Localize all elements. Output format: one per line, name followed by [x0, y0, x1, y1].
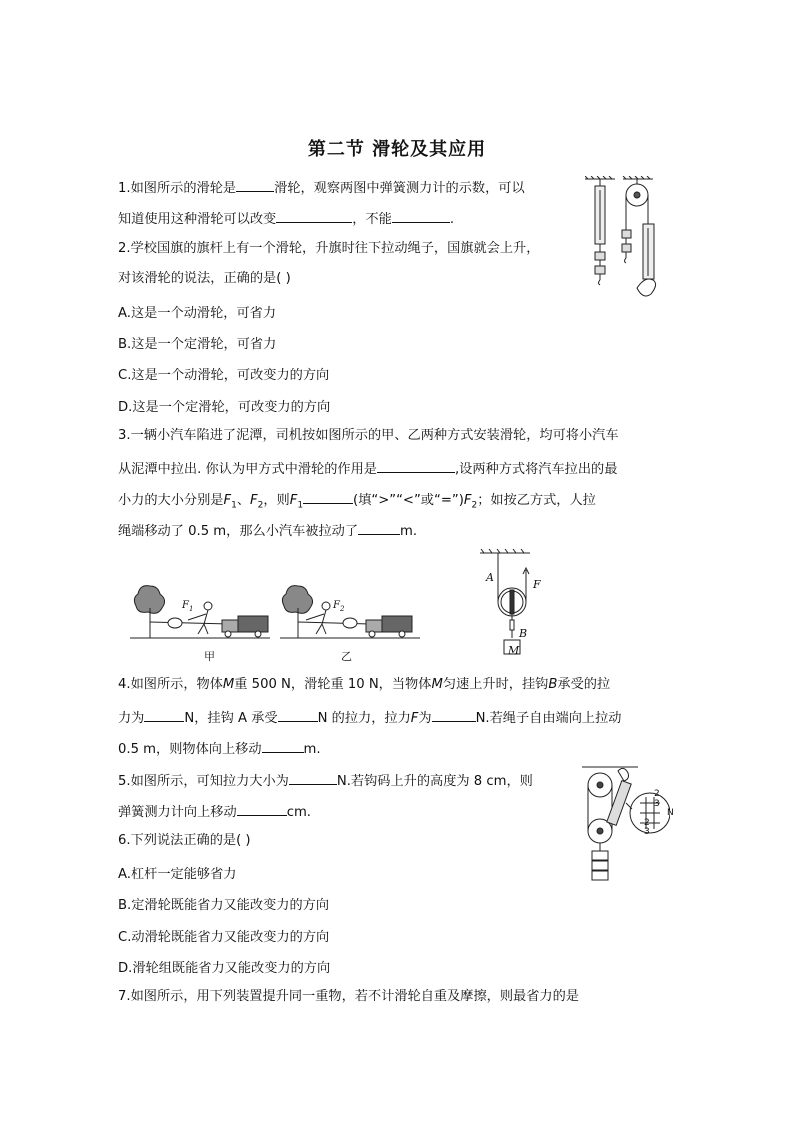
- q5-line-1: [118, 770, 533, 791]
- force-label-f1: $F_1$: [182, 600, 194, 613]
- q3-text: ,设两种方式将汽车拉出的最: [454, 462, 618, 477]
- q3-text: 绳端移动了 0.5 m，那么小汽车被拉动了: [118, 524, 359, 539]
- force-label-f2: $F_2$: [333, 600, 345, 613]
- q6-option-c[interactable]: C.动滑轮既能省力又能改变力的方向: [118, 930, 330, 945]
- q3-line-2: [118, 458, 617, 479]
- answer-blank[interactable]: [432, 707, 476, 722]
- force-symbol: F: [463, 493, 472, 508]
- answer-blank[interactable]: [377, 458, 455, 473]
- car-pulling-figure: [130, 576, 420, 646]
- force-label-f: F: [533, 578, 541, 591]
- subscript: 1: [231, 500, 237, 511]
- scale-tick: 3: [644, 827, 650, 837]
- q6-option-d[interactable]: D.滑轮组既能省力又能改变力的方向: [118, 961, 331, 976]
- q4-text: N.若绳子自由端向上拉动: [475, 711, 622, 726]
- caption-yi: 乙: [341, 650, 352, 663]
- q3-line-3: [118, 489, 596, 515]
- subscript: 2: [471, 500, 478, 511]
- answer-blank[interactable]: [358, 520, 400, 535]
- scale-unit: N: [667, 808, 674, 818]
- q1-text: 滑轮，观察两图中弹簧测力计的示数，可以: [274, 181, 525, 196]
- fixed-pulley-figure: [585, 176, 670, 301]
- answer-blank[interactable]: [237, 801, 287, 816]
- q3-text: m.: [400, 524, 418, 539]
- answer-blank[interactable]: [303, 489, 353, 504]
- q5-line-2: [118, 801, 311, 822]
- scale-tick: 3: [654, 799, 660, 809]
- answer-blank[interactable]: [278, 707, 318, 722]
- q3-text: (填“>”“<”或“=”): [353, 493, 464, 508]
- q3-text: 小力的大小分别是: [118, 493, 224, 508]
- q6-option-a[interactable]: A.杠杆一定能够省力: [118, 867, 237, 882]
- q1-text: ，不能: [352, 212, 392, 227]
- q4-line-1: [118, 676, 610, 694]
- q4-line-3: [118, 738, 321, 759]
- q4-text: 为: [418, 711, 432, 726]
- q1-line-1: [118, 177, 525, 198]
- hook-label-b: B: [519, 627, 528, 640]
- q1-text: 1.如图所示的滑轮是: [118, 181, 237, 196]
- q3-text: ；如按乙方式，人拉: [477, 493, 596, 508]
- q4-text: 承受的拉: [557, 677, 611, 692]
- q3-text: 、: [236, 493, 251, 508]
- q2-option-c[interactable]: C.这是一个动滑轮，可改变力的方向: [118, 368, 330, 383]
- answer-blank[interactable]: [392, 208, 450, 223]
- subscript: 1: [297, 500, 304, 511]
- q4-text: 4.如图所示，物体: [118, 677, 223, 692]
- caption-jia: 甲: [204, 650, 215, 663]
- q4-text: 0.5 m，则物体向上移动: [118, 742, 262, 757]
- q4-text: N，挂钩 A 承受: [184, 711, 278, 726]
- answer-blank[interactable]: [276, 208, 352, 223]
- q2-option-a[interactable]: A.这是一个动滑轮，可省力: [118, 306, 277, 321]
- q2-line-1: 2.学校国旗的旗杆上有一个滑轮，升旗时往下拉动绳子，国旗就会上升，: [118, 241, 540, 256]
- q3-text: ，则: [263, 493, 290, 508]
- q4-text: 重 500 N，滑轮重 10 N，当物体: [234, 677, 432, 692]
- q2-option-b[interactable]: B.这是一个定滑轮，可省力: [118, 337, 277, 352]
- q1-text: .: [449, 212, 455, 227]
- q5-text: 5.如图所示，可知拉力大小为: [118, 774, 289, 789]
- answer-blank[interactable]: [236, 177, 274, 192]
- force-symbol: F: [289, 493, 298, 508]
- hook-label-a: A: [486, 571, 494, 584]
- q2-option-d[interactable]: D.这是一个定滑轮，可改变力的方向: [118, 400, 331, 415]
- mass-symbol: M: [431, 677, 443, 692]
- q4-text: N 的拉力，拉力: [317, 711, 411, 726]
- subscript: 2: [257, 500, 264, 511]
- scale-tick: 2: [644, 818, 650, 828]
- scale-tick: 2: [654, 789, 660, 799]
- q6-option-b[interactable]: B.定滑轮既能省力又能改变力的方向: [118, 898, 330, 913]
- page-title: 第二节 滑轮及其应用: [307, 139, 487, 160]
- q1-text: 知道使用这种滑轮可以改变: [118, 212, 277, 227]
- answer-blank[interactable]: [144, 707, 184, 722]
- q1-line-2: [118, 208, 454, 229]
- q5-text: 弹簧测力计向上移动: [118, 805, 237, 820]
- pulley-block-figure: [578, 763, 670, 883]
- mass-label-m: M: [508, 644, 520, 657]
- force-symbol: F: [250, 493, 258, 508]
- q6-line-1: 6.下列说法正确的是( ): [118, 833, 251, 848]
- q3-line-4: [118, 520, 417, 541]
- q3-text: 从泥潭中拉出. 你认为甲方式中滑轮的作用是: [118, 462, 377, 477]
- mass-symbol: M: [222, 677, 235, 692]
- q2-line-2: 对该滑轮的说法，正确的是( ): [118, 271, 291, 286]
- force-symbol: F: [223, 493, 232, 508]
- q4-text: 匀速上升时，挂钩: [442, 677, 549, 692]
- q4-text: m.: [303, 742, 321, 757]
- q3-line-1: 3.一辆小汽车陷进了泥潭，司机按如图所示的甲、乙两种方式安装滑轮，均可将小汽车: [118, 428, 619, 443]
- answer-blank[interactable]: [289, 770, 337, 785]
- q5-text: cm.: [286, 805, 311, 820]
- q5-text: N.若钩码上升的高度为 8 cm，则: [336, 774, 533, 789]
- q4-line-2: [118, 707, 622, 728]
- answer-blank[interactable]: [262, 738, 304, 753]
- q4-text: 力为: [118, 711, 145, 726]
- force-symbol: F: [410, 711, 419, 726]
- q7-line-1: 7.如图所示，用下列装置提升同一重物，若不计滑轮自重及摩擦，则最省力的是: [118, 989, 579, 1004]
- hook-symbol: B: [548, 677, 558, 692]
